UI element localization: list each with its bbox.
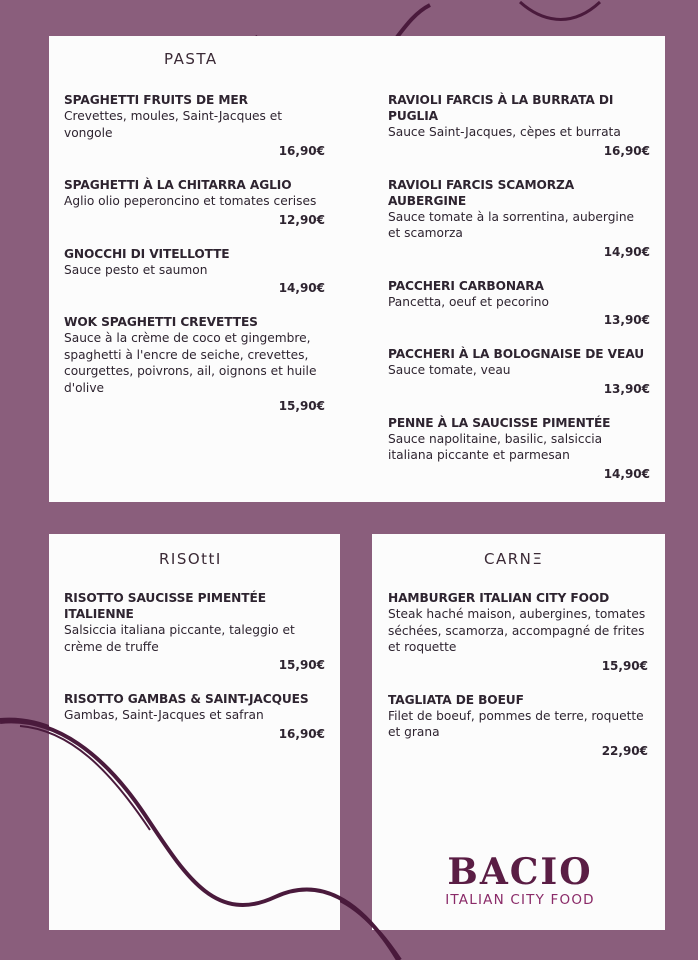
item-description: Sauce pesto et saumon — [64, 262, 208, 277]
menu-item — [64, 92, 325, 159]
item-name: SPAGHETTI À LA CHITARRA AGLIO — [64, 178, 292, 192]
section-title-carne: CARNΞ — [484, 550, 544, 568]
item-description: Crevettes, moules, Saint-Jacques et vongole — [64, 109, 283, 140]
menu-item — [388, 415, 650, 482]
item-description: Pancetta, oeuf et pecorino — [388, 294, 549, 309]
item-price: 14,90€ — [603, 244, 650, 259]
item-description: Sauce à la crème de coco et gingembre, spaghetti à l'encre de seiche, crevettes, courgettes, poivrons, ail, oignons et huile d'olive — [64, 331, 317, 395]
item-name: GNOCCHI DI VITELLOTTE — [64, 246, 230, 261]
item-name: HAMBURGER ITALIAN CITY FOOD — [388, 591, 610, 605]
carne-column — [388, 590, 648, 777]
item-name: PACCHERI CARBONARA — [388, 278, 544, 293]
item-description: Steak haché maison, aubergines, tomates séchées, scamorza, accompagné de frites et roquette — [388, 607, 646, 654]
menu-item — [64, 246, 325, 297]
pasta-panel — [49, 36, 665, 502]
menu-item — [64, 590, 325, 673]
item-description: Gambas, Saint-Jacques et safran — [64, 708, 264, 722]
item-description: Salsiccia italiana piccante, taleggio et crème de truffe — [64, 623, 295, 654]
menu-item — [388, 590, 648, 674]
item-description: Filet de boeuf, pommes de terre, roquette et grana — [388, 708, 644, 739]
pasta-left-column — [64, 92, 325, 432]
menu-item — [388, 692, 648, 759]
pasta-right-column — [388, 92, 650, 500]
menu-item — [388, 346, 650, 397]
risotti-panel — [49, 534, 340, 930]
item-description: Sauce tomate, veau — [388, 363, 511, 377]
item-price: 16,90€ — [603, 143, 650, 158]
item-name: RISOTTO GAMBAS & SAINT-JACQUES — [64, 692, 309, 706]
item-description: Sauce tomate à la sorrentina, aubergine et scamorza — [388, 209, 635, 240]
section-title-pasta: PASTA — [164, 50, 218, 68]
section-title-risotti: RISOttI — [159, 550, 222, 568]
item-price: 13,90€ — [603, 313, 650, 327]
item-price: 14,90€ — [603, 466, 650, 481]
menu-item — [388, 278, 650, 329]
item-price: 22,90€ — [601, 743, 648, 758]
menu-item — [64, 314, 325, 414]
item-name: PACCHERI À LA BOLOGNAISE DE VEAU — [388, 347, 644, 361]
item-price: 15,90€ — [278, 399, 325, 413]
item-description: Sauce Saint-Jacques, cèpes et burrata — [388, 125, 621, 139]
item-price: 13,90€ — [603, 381, 650, 396]
item-name: RAVIOLI FARCIS SCAMORZA AUBERGINE — [388, 177, 575, 208]
menu-item — [388, 92, 650, 159]
risotti-column — [64, 590, 325, 760]
item-price: 15,90€ — [601, 658, 648, 673]
item-price: 16,90€ — [278, 726, 325, 741]
item-price: 15,90€ — [278, 658, 325, 672]
item-price: 12,90€ — [278, 212, 325, 227]
item-name: RAVIOLI FARCIS À LA BURRATA DI PUGLIA — [388, 93, 614, 123]
item-name: WOK SPAGHETTI CREVETTES — [64, 315, 258, 329]
item-description: Aglio olio peperoncino et tomates cerises — [64, 194, 317, 208]
restaurant-logo — [420, 852, 620, 908]
menu-item — [64, 691, 325, 742]
item-price: 14,90€ — [278, 281, 325, 295]
item-name: RISOTTO SAUCISSE PIMENTÉE ITALIENNE — [64, 591, 266, 621]
item-description: Sauce napolitaine, basilic, salsiccia italiana piccante et parmesan — [388, 431, 603, 462]
item-name: TAGLIATA DE BOEUF — [388, 692, 524, 707]
item-name: PENNE À LA SAUCISSE PIMENTÉE — [388, 415, 611, 430]
menu-item — [64, 177, 325, 228]
logo-name: BACIO — [447, 851, 593, 893]
menu-item — [388, 177, 650, 260]
logo-tagline: ITALIAN CITY FOOD — [445, 892, 595, 908]
item-name: SPAGHETTI FRUITS DE MER — [64, 93, 248, 107]
item-price: 16,90€ — [278, 144, 325, 158]
